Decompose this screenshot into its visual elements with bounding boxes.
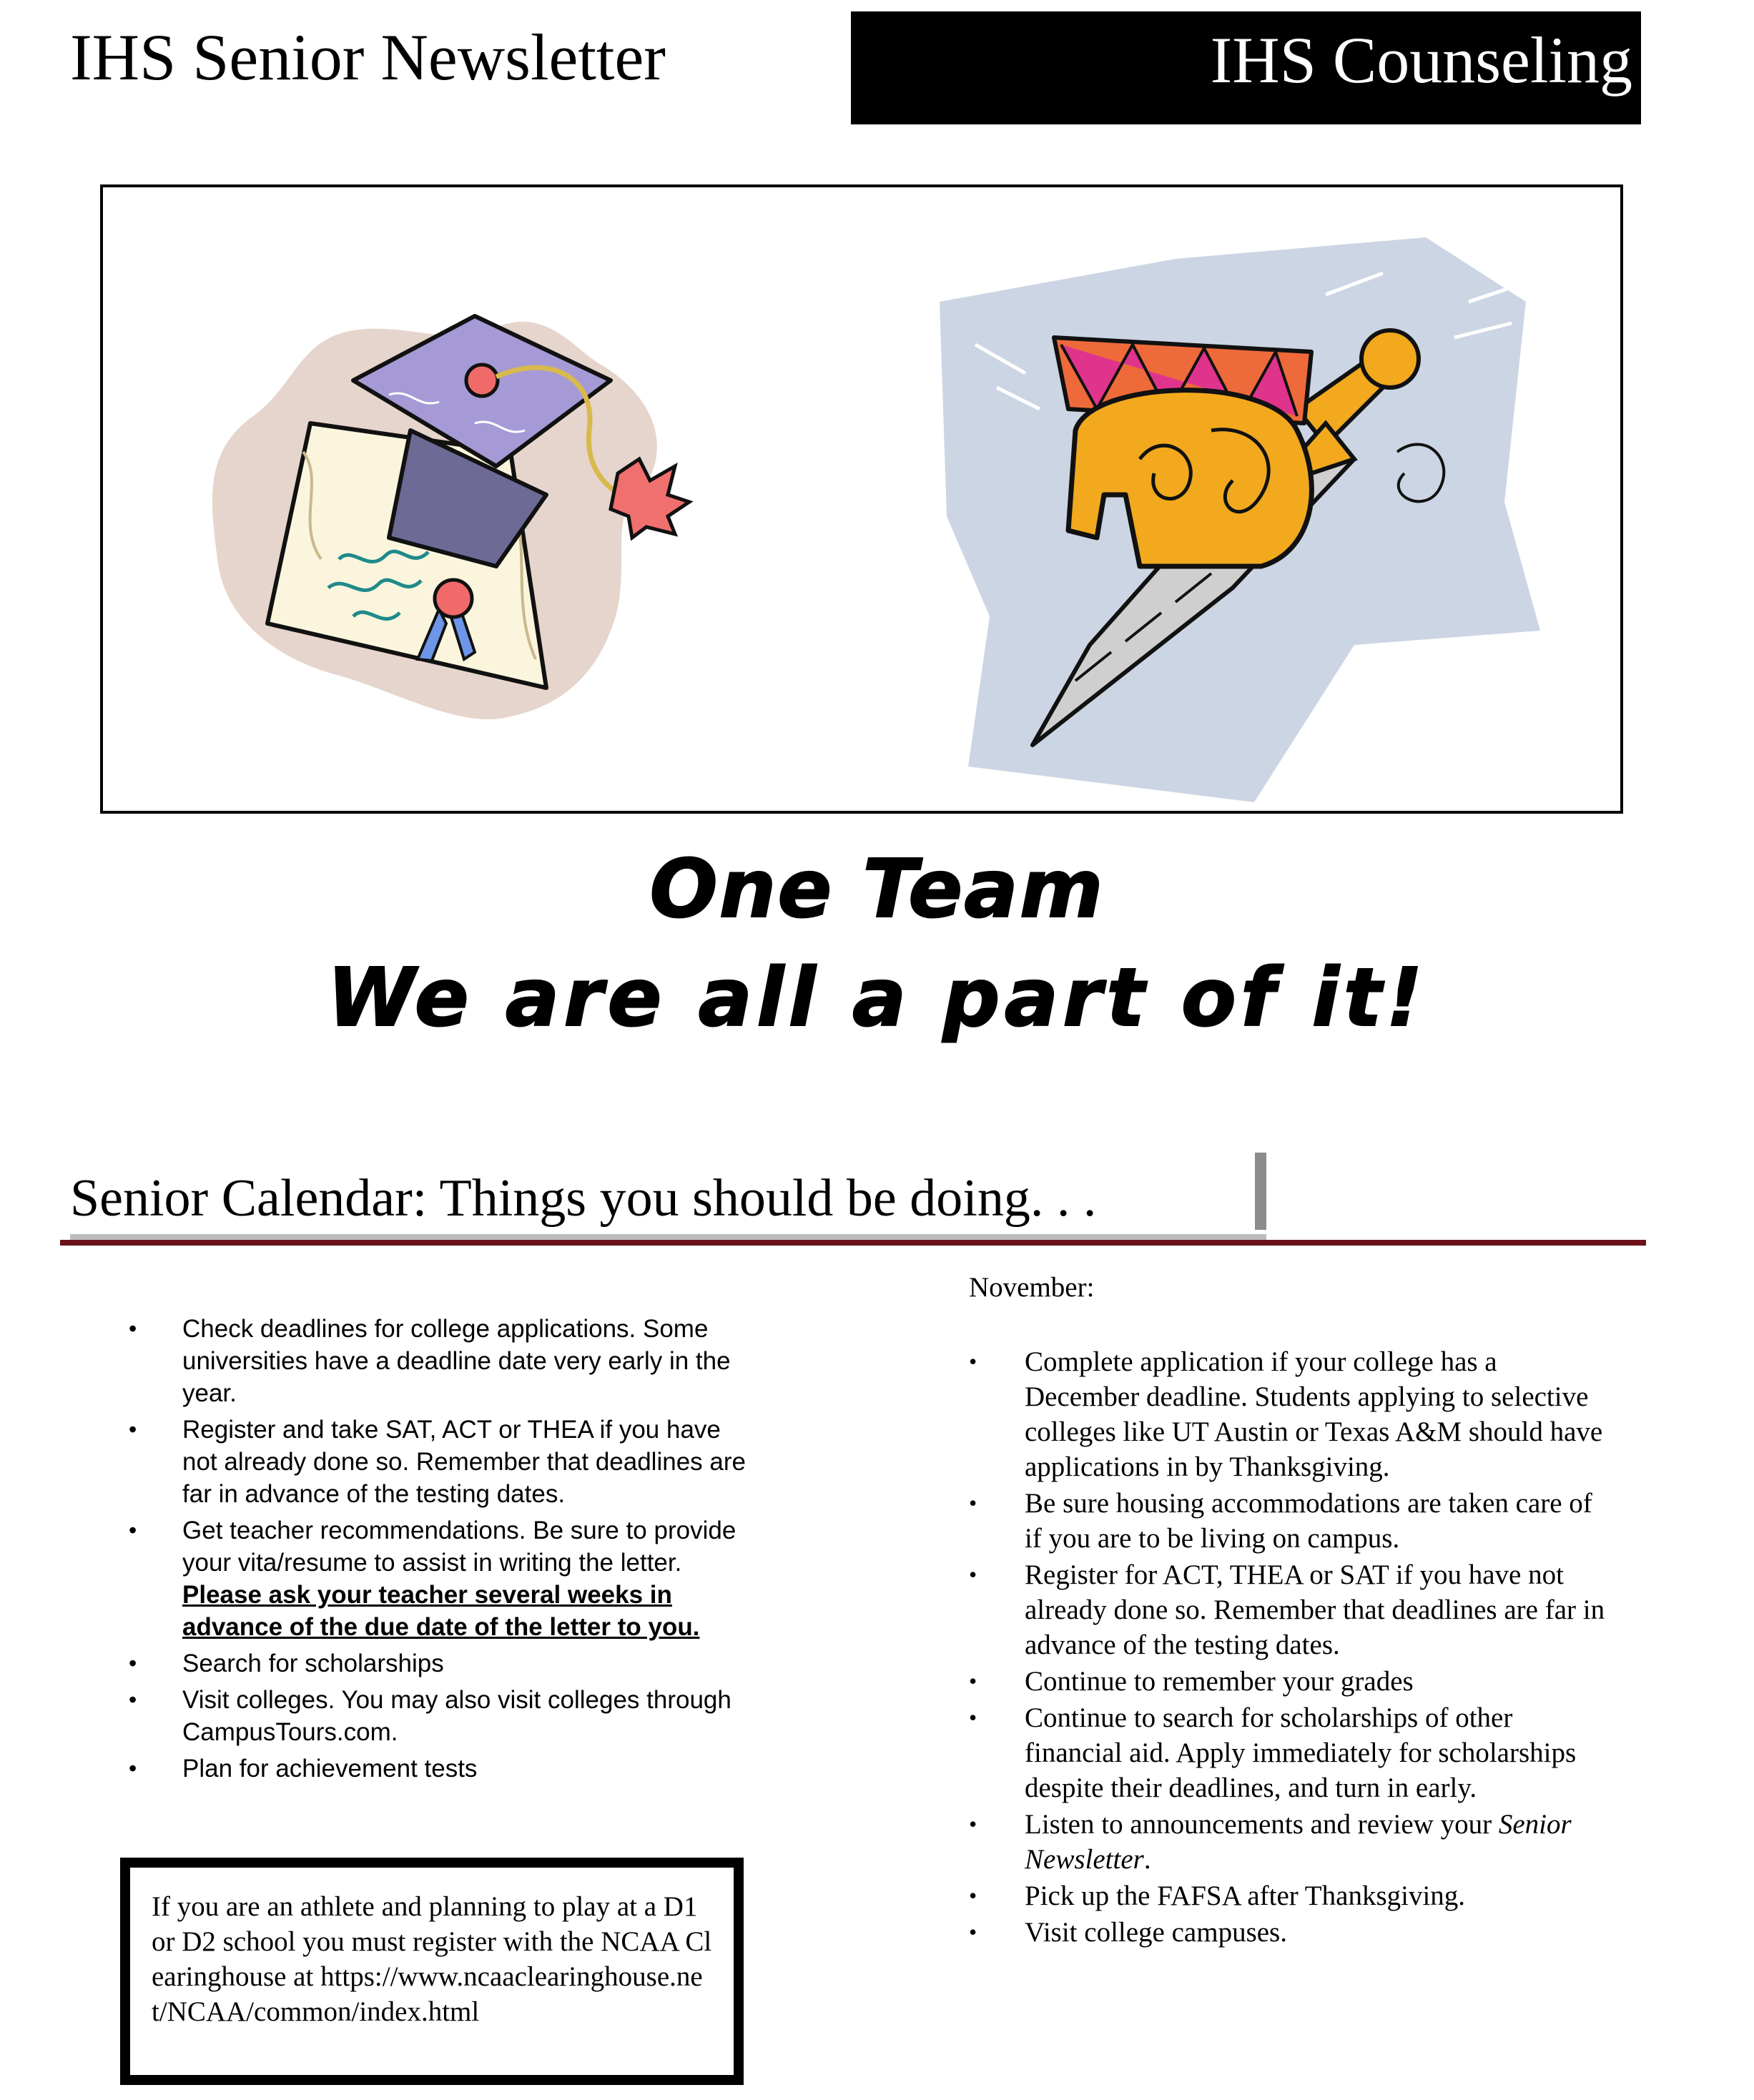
list-item-text: Plan for achievement tests (182, 1755, 478, 1783)
newsletter-title: IHS Senior Newsletter (70, 21, 666, 94)
ncaa-notice-box (120, 1858, 744, 2085)
list-item-text: Search for scholarships (182, 1650, 444, 1677)
list-item-suffix: . (1143, 1844, 1151, 1875)
department-label: IHS Counseling (1210, 24, 1632, 97)
list-item (969, 1700, 1612, 1805)
list-item-text: Register for ACT, THEA or SAT if you have not already done so. Remember that deadlines are far in advance of the testing dates. (1025, 1559, 1605, 1660)
list-item (969, 1664, 1612, 1699)
bullet-icon: • (129, 1755, 137, 1781)
list-item (969, 1557, 1612, 1662)
bullet-icon: • (969, 1490, 977, 1516)
list-item (122, 1414, 751, 1510)
list-item (969, 1878, 1612, 1913)
section-divider (60, 1240, 1646, 1246)
list-item-text: Get teacher recommendations. Be sure to provide your vita/resume to assist in writing the letter. (182, 1517, 736, 1577)
bullet-icon: • (969, 1562, 977, 1587)
list-item (122, 1753, 751, 1785)
november-checklist (969, 1344, 1612, 1951)
emphasis-text: Please ask your teacher several weeks in advance of the due date of the letter to you. (182, 1581, 700, 1641)
diploma-graduation-cap-icon (174, 287, 775, 788)
list-item-text: Be sure housing accommodations are taken care of if you are to be living on campus. (1025, 1488, 1592, 1554)
list-item (122, 1684, 751, 1748)
clipart-frame (100, 184, 1623, 814)
slogan-line-2: We are all a part of it! (327, 952, 1427, 1045)
spartan-helmet-sword-icon (925, 216, 1555, 802)
list-item-text: Continue to search for scholarships of other financial aid. Apply immediately for scholarships despite their deadlines, and turn in early. (1025, 1702, 1577, 1803)
list-item (122, 1514, 751, 1643)
bullet-icon: • (969, 1919, 977, 1945)
list-item-text: Visit colleges. You may also visit colleges through CampusTours.com. (182, 1686, 731, 1746)
list-item-text: Listen to announcements and review your (1025, 1809, 1499, 1840)
bullet-icon: • (129, 1687, 137, 1712)
bullet-icon: • (129, 1517, 137, 1543)
list-item (969, 1486, 1612, 1556)
bullet-icon: • (969, 1349, 977, 1374)
list-item-text: Complete application if your college has a December deadline. Students applying to selective colleges like UT Austin or Texas A&M should have applications in by Thanksgiving. (1025, 1346, 1603, 1482)
bullet-icon: • (969, 1883, 977, 1908)
ncaa-notice-text: If you are an athlete and planning to play at a D1 or D2 school you must register with the NCAA Clearinghouse at https://www.ncaaclearinghouse.net/NCAA/common/index.html (152, 1891, 712, 2027)
department-banner (851, 11, 1641, 124)
bullet-icon: • (129, 1416, 137, 1442)
section-title: Senior Calendar: Things you should be doing. . . (70, 1169, 1097, 1228)
slogan-line-1: One Team (649, 843, 1105, 936)
list-item (122, 1647, 751, 1680)
list-item (969, 1807, 1612, 1877)
list-item-text: Pick up the FAFSA after Thanksgiving. (1025, 1880, 1466, 1911)
list-item-text: Check deadlines for college applications. Some universities have a deadline date very early in the year. (182, 1315, 731, 1407)
bullet-icon: • (129, 1316, 137, 1341)
title-accent-bar (1255, 1153, 1266, 1230)
list-item (122, 1313, 751, 1409)
list-item-text: Visit college campuses. (1025, 1917, 1287, 1948)
left-checklist (122, 1313, 751, 1789)
italic-title: Senior Newsletter (1025, 1809, 1572, 1875)
list-item-text: Continue to remember your grades (1025, 1666, 1414, 1697)
list-item (969, 1344, 1612, 1484)
bullet-icon: • (129, 1650, 137, 1676)
bullet-icon: • (969, 1705, 977, 1730)
month-heading: November: (969, 1272, 1095, 1303)
list-item-text: Register and take SAT, ACT or THEA if you have not already done so. Remember that deadlines are far in advance of the testing dates. (182, 1416, 746, 1508)
bullet-icon: • (969, 1811, 977, 1837)
bullet-icon: • (969, 1668, 977, 1694)
list-item (969, 1915, 1612, 1950)
